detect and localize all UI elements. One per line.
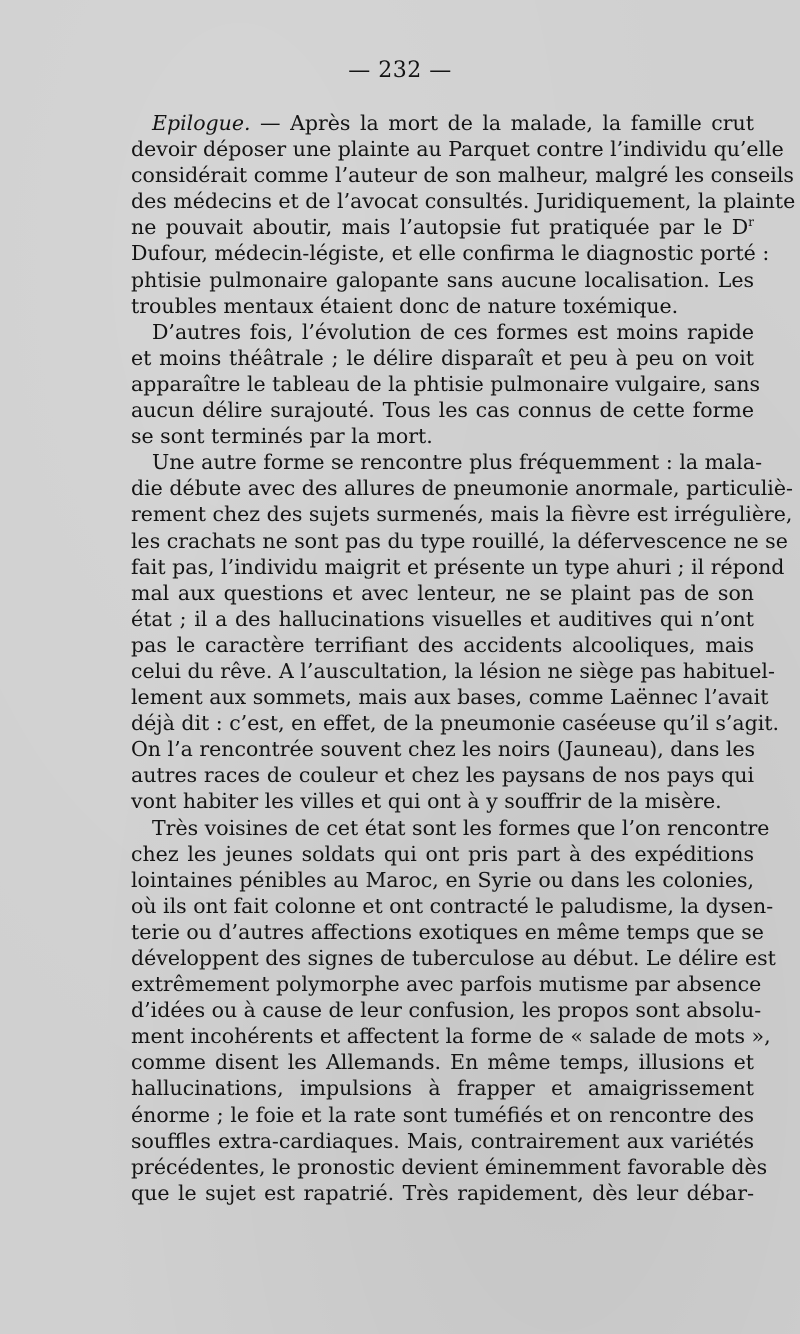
text-line — [131, 214, 754, 240]
text-line: considérait comme l’auteur de son malheur, malgré les conseils — [131, 163, 794, 188]
text-line: comme disent les Allemands. En même temps, illusions et — [131, 1050, 754, 1075]
text-line: devoir déposer une plainte au Parquet contre l’individu qu’elle — [131, 137, 784, 162]
text-line: die débute avec des allures de pneumonie anormale, particuliè- — [131, 476, 793, 501]
text-line: des médecins et de l’avocat consultés. Juridiquement, la plainte — [131, 189, 796, 214]
text-line: état ; il a des hallucinations visuelles et auditives qui n’ont — [131, 606, 754, 631]
text-line: se sont terminés par la mort. — [131, 424, 433, 449]
text-line: lement aux sommets, mais aux bases, comme Laënnec l’avait — [131, 685, 769, 710]
text-line: rement chez des sujets surmenés, mais la fièvre est irrégulière, — [131, 502, 793, 527]
text-line: hallucinations, impulsions à frapper et amaigrissement — [131, 1076, 754, 1101]
text-span: — Après la mort de la malade, la famille crut — [250, 111, 754, 135]
text-line: celui du rêve. A l’auscultation, la lésion ne siège pas habituel- — [131, 658, 775, 683]
text-line: D’autres fois, l’évolution de ces formes est moins rapide — [152, 319, 754, 344]
text-line: vont habiter les villes et qui ont à y souffrir de la misère. — [131, 789, 722, 814]
text-line: ment incohérents et affectent la forme de « salade de mots », — [131, 1024, 771, 1049]
text-line: précédentes, le pronostic devient éminemment favorable dès — [131, 1154, 768, 1179]
superscript: r — [748, 215, 754, 230]
text-span: ne pouvait aboutir, mais l’autopsie fut pratiquée par le D — [131, 215, 749, 240]
text-line: d’idées ou à cause de leur confusion, les propos sont absolu- — [131, 998, 762, 1023]
text-line: fait pas, l’individu maigrit et présente un type ahuri ; il répond — [131, 554, 785, 579]
text-line: troubles mentaux étaient donc de nature toxémique. — [131, 293, 679, 318]
section-lead: Epilogue. — [152, 111, 251, 135]
page-number: — 232 — — [348, 58, 452, 83]
text-line: Une autre forme se rencontre plus fréquemment : la mala- — [152, 450, 763, 475]
text-line: pas le caractère terrifiant des accidents alcooliques, mais — [131, 632, 754, 657]
text-line — [131, 110, 754, 136]
text-line: chez les jeunes soldats qui ont pris part à des expéditions — [131, 841, 754, 866]
text-line: apparaître le tableau de la phtisie pulmonaire vulgaire, sans — [131, 371, 761, 396]
text-line: où ils ont fait colonne et ont contracté le paludisme, la dysen- — [131, 893, 774, 918]
text-line: terie ou d’autres affections exotiques en même temps que se — [131, 919, 764, 944]
text-line: Très voisines de cet état sont les formes que l’on rencontre — [152, 815, 770, 840]
text-line: développent des signes de tuberculose au début. Le délire est — [131, 946, 776, 970]
text-line: Dufour, médecin-légiste, et elle confirma le diagnostic porté : — [131, 241, 770, 266]
text-line: autres races de couleur et chez les paysans de nos pays qui — [131, 763, 754, 788]
text-line: que le sujet est rapatrié. Très rapidement, dès leur débar- — [131, 1180, 754, 1205]
text-line: phtisie pulmonaire galopante sans aucune localisation. Les — [131, 267, 754, 292]
text-line: et moins théâtrale ; le délire disparaît et peu à peu on voit — [131, 345, 754, 370]
text-line: extrêmement polymorphe avec parfois mutisme par absence — [131, 972, 762, 997]
text-line: les crachats ne sont pas du type rouillé, la défervescence ne se — [131, 528, 788, 553]
body-text — [131, 110, 796, 1206]
text-line: lointaines pénibles au Maroc, en Syrie ou dans les colonies, — [131, 867, 754, 892]
text-line: souffles extra-cardiaques. Mais, contrairement aux variétés — [131, 1128, 754, 1153]
text-line: énorme ; le foie et la rate sont tuméfiés et on rencontre des — [131, 1102, 754, 1127]
text-line: déjà dit : c’est, en effet, de la pneumonie caséeuse qu’il s’agit. — [131, 711, 780, 736]
text-line: aucun délire surajouté. Tous les cas connus de cette forme — [131, 398, 754, 423]
text-line: mal aux questions et avec lenteur, ne se plaint pas de son — [131, 580, 754, 605]
text-line: On l’a rencontrée souvent chez les noirs (Jauneau), dans les — [131, 737, 756, 762]
